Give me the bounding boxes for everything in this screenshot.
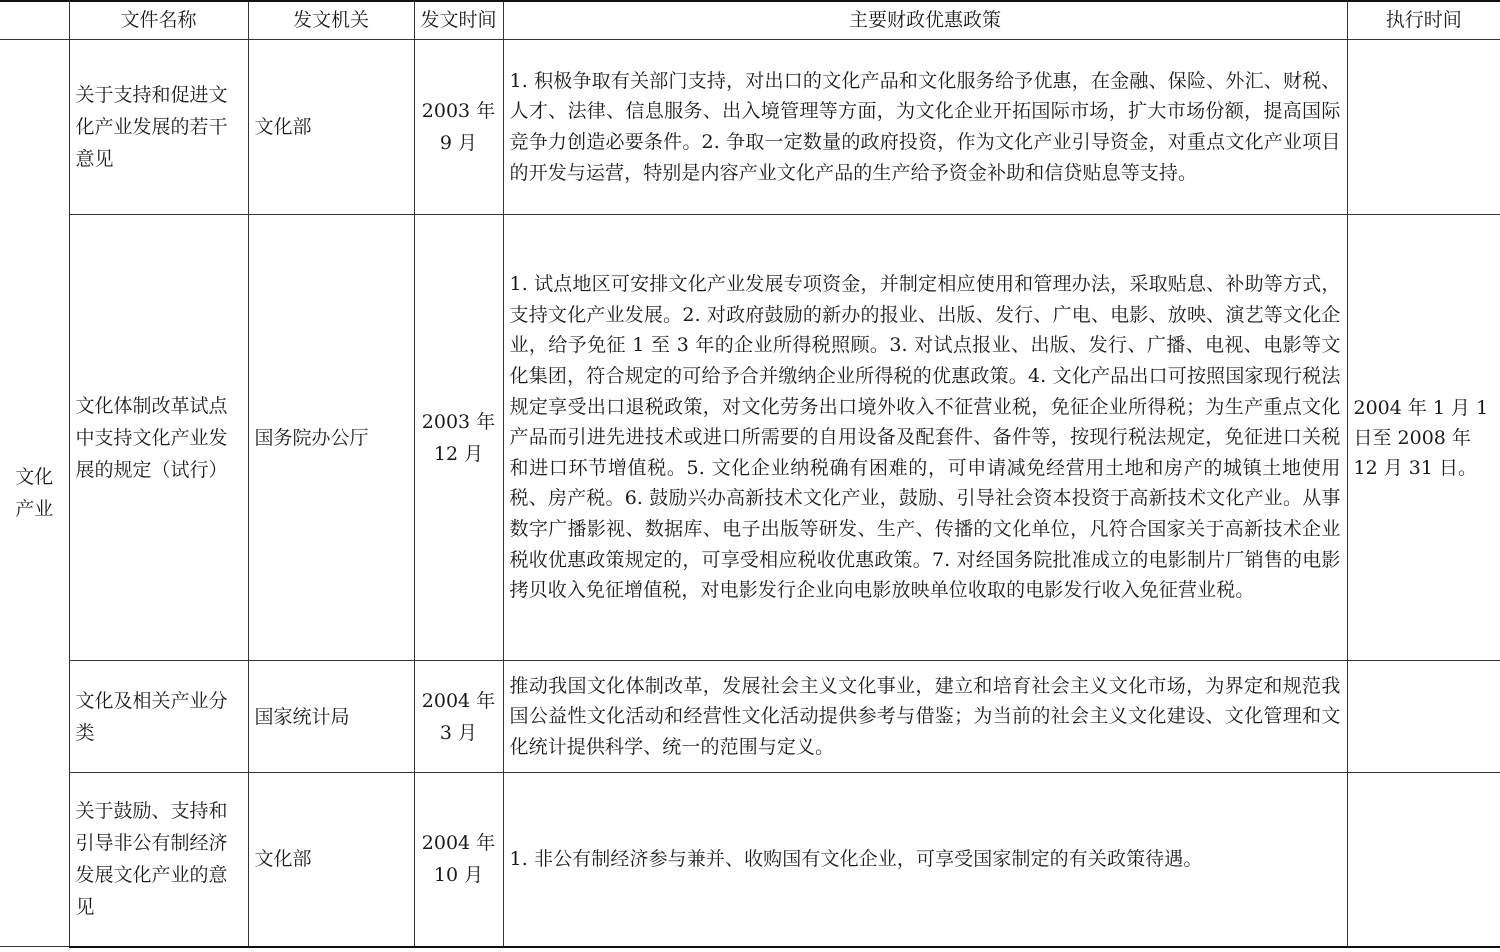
header-category [0, 1, 69, 40]
policy-cell: 推动我国文化体制改革，发展社会主义文化事业，建立和培育社会主义文化市场，为界定和规范我国公益性文化活动和经营性文化活动提供参考与借鉴；为当前的社会主义文化建设、文化管理和文化统计提供科学、统一的范围与定义。 [503, 661, 1347, 773]
header-policy: 主要财政优惠政策 [503, 1, 1347, 40]
date-cell: 2004 年 10 月 [414, 773, 503, 947]
table-row [0, 661, 1500, 773]
exec-time-cell: 2004 年 1 月 1 日至 2008 年 12 月 31 日。 [1347, 215, 1500, 661]
category-label: 文化产业 [15, 466, 54, 520]
policy-cell: 1. 积极争取有关部门支持，对出口的文化产品和文化服务给予优惠，在金融、保险、外汇、财税、人才、法律、信息服务、出入境管理等方面，为文化企业开拓国际市场，扩大市场份额，提高国际竞争力创造必要条件。2. 争取一定数量的政府投资，作为文化产业引导资金，对重点文化产业项目的开发与运营，特别是内容产业文化产品的生产给予资金补助和信贷贴息等支持。 [503, 40, 1347, 215]
exec-time-cell [1347, 661, 1500, 773]
date-cell: 2004 年 3 月 [414, 661, 503, 773]
doc-name-cell: 关于支持和促进文化产业发展的若干意见 [69, 40, 248, 215]
header-name: 文件名称 [69, 1, 248, 40]
exec-time-cell [1347, 773, 1500, 947]
header-exec: 执行时间 [1347, 1, 1500, 40]
table-row [0, 773, 1500, 947]
issuer-cell: 文化部 [248, 40, 414, 215]
table-row [0, 215, 1500, 661]
table-row [0, 40, 1500, 215]
date-cell: 2003 年 12 月 [414, 215, 503, 661]
issuer-cell: 文化部 [248, 773, 414, 947]
doc-name-cell: 关于鼓励、支持和引导非公有制经济发展文化产业的意见 [69, 773, 248, 947]
category-cell [0, 40, 69, 947]
header-row [0, 1, 1500, 40]
doc-name-cell: 文化及相关产业分类 [69, 661, 248, 773]
policy-cell: 1. 非公有制经济参与兼并、收购国有文化企业，可享受国家制定的有关政策待遇。 [503, 773, 1347, 947]
header-date: 发文时间 [414, 1, 503, 40]
exec-time-cell [1347, 40, 1500, 215]
issuer-cell: 国家统计局 [248, 661, 414, 773]
policy-cell: 1. 试点地区可安排文化产业发展专项资金，并制定相应使用和管理办法，采取贴息、补助等方式，支持文化产业发展。2. 对政府鼓励的新办的报业、出版、发行、广电、电影、放映、演艺等文化企业，给予免征 1 至 3 年的企业所得税照顾。3. 对试点报业、出版、发行、广播、电视、电影等文化集团，符合规定的可给予合并缴纳企业所得税的优惠政策。4. 文化产品出口可按照国家现行税法规定享受出口退税政策，对文化劳务出口境外收入不征营业税，免征企业所得税；为生产重点文化产品而引进先进技术或进口所需要的自用设备及配套件、备件等，按现行税法规定，免征进口关税和进口环节增值税。5. 文化企业纳税确有困难的，可申请减免经营用土地和房产的城镇土地使用税、房产税。6. 鼓励兴办高新技术文化产业，鼓励、引导社会资本投资于高新技术文化产业。从事数字广播影视、数据库、电子出版等研发、生产、传播的文化单位，凡符合国家关于高新技术企业税收优惠政策规定的，可享受相应税收优惠政策。7. 对经国务院批准成立的电影制片厂销售的电影拷贝收入免征增值税，对电影发行企业向电影放映单位收取的电影发行收入免征营业税。 [503, 215, 1347, 661]
issuer-cell: 国务院办公厅 [248, 215, 414, 661]
date-cell: 2003 年 9 月 [414, 40, 503, 215]
header-issuer: 发文机关 [248, 1, 414, 40]
doc-name-cell: 文化体制改革试点中支持文化产业发展的规定（试行） [69, 215, 248, 661]
